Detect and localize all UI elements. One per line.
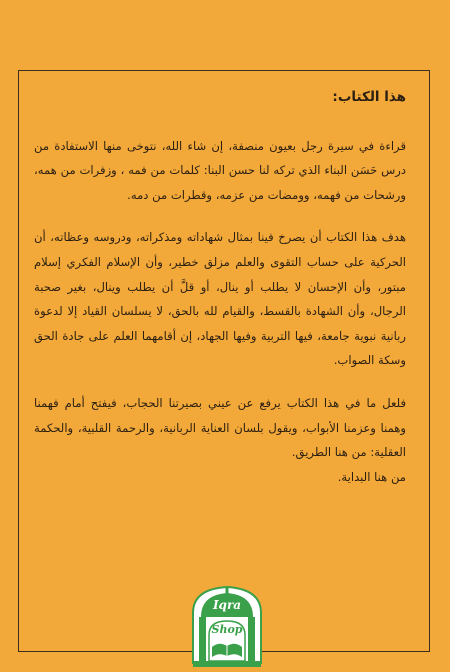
blurb — [34, 85, 406, 489]
paragraph-intro: قراءة في سيرة رجل بعيون منصفة، إن شاء الله، نتوخى منها الاستفادة من درس حَسَن البناء الذي تركه لنا حسن البنا: كلمات من فمه ، وزفرات من همه، ورشحات من فهمه، وومضات من عزمه، وقطرات من دمه. — [34, 138, 406, 202]
logo-text-line2: Shop — [211, 623, 243, 636]
paragraph-hope: فلعل ما في هذا الكتاب يرفع عن عيني بصيرتنا الحجاب، فيفتح أمام فهمنا وهمنا وعزمنا الأبواب، ويقول بلسان العناية الربانية، والرحمة القلبية، والحكمة العقلية: من هنا الطريق. — [34, 395, 406, 460]
logo-text-line1: Iqra — [212, 598, 242, 612]
section-heading: هذا الكتاب: — [332, 89, 406, 105]
paragraph-goal: هدف هذا الكتاب أن يصرخ فينا بمثال شهاداته ومذكراته، ودروسه وعظاته، أن الحركية على حساب التقوى والعلم مزلق خطير، وأن الإسلام الفكري إسلام مبتور، وأن الإحسان لا يطلب أو ينال، أو قلَّ أن يطلب وينال، بغير صحبة الرجال، وأن الشهادة بالقسط، والقيام لله بالحق، لا يسلسان القياد إلا لدعوة ربانية نبوية جامعة، فيها التربية وفيها الجهاد، إن أقامهما العلم على جادة الحق وسكة الصواب. — [34, 230, 406, 368]
iqra-shop-logo-icon — [187, 583, 267, 671]
paragraph-closing: من هنا البداية. — [337, 469, 406, 484]
